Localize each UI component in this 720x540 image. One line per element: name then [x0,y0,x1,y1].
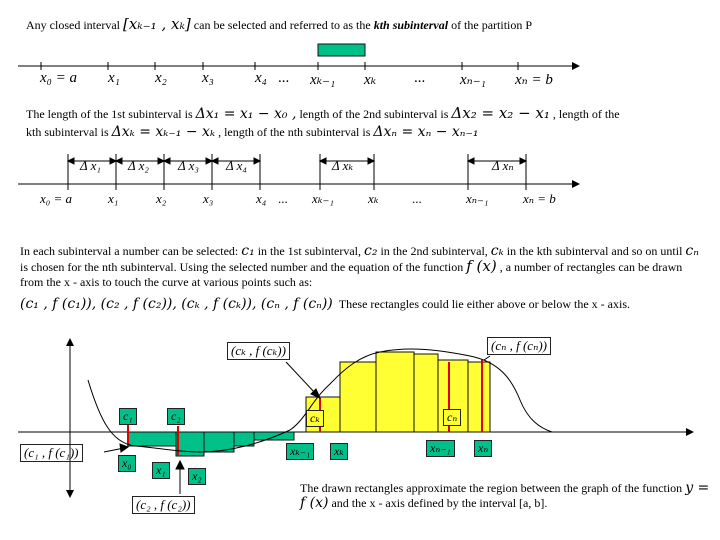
length-line-1: The length of the 1st subinterval is Δx₁ = x₁ − x₀ , length of the 2nd subinterval is Δx₂ = x₂ − x₁ , length of the [26,104,620,122]
top-sentence: Any closed interval [xₖ₋₁ , xₖ] can be selected and referred to as the kth subinterval of the partition P [26,15,533,33]
x1-label: x₁ [152,462,170,479]
axis2-x3: x₃ [203,191,214,206]
yellow-rectangles [306,352,490,432]
ck-point-label: (cₖ , f (cₖ)) [227,342,290,360]
selection-paragraph: In each subinterval a number can be selected: c₁ in the 1st subinterval, c₂ in the 2nd subinterval, cₖ in the kth subinterval and so on until cₙ is chosen for the nth subinterval. Using the selected number and the equation of the function f (x) , a number of rectangles can be drawn from the x - axis to touch the curve at various points such as: [20,243,699,289]
axis-2-arrow [572,180,580,188]
delta-x2: Δ x₂ [128,158,149,173]
graph-y-arrow-up [66,338,74,346]
c1-label: c₁ [119,408,137,425]
caption: The drawn rectangles approximate the region between the graph of the function y = f (x) and the x - axis defined by the interval [a, b]. [300,480,710,511]
axis2-xn: xₙ = b [523,191,556,206]
axis2-xk1: xₖ₋₁ [312,191,334,206]
ck-label: cₖ [306,410,324,427]
c2-point-label: (c₂ , f (c₂)) [132,496,195,514]
delta-x1: Δ x₁ [80,158,101,173]
axis1-x1: x₁ [108,70,120,86]
axis2-x0: x₀ = a [40,191,73,206]
axis-1-arrow [572,62,580,70]
axis1-ellipsis-1: ... [278,70,290,86]
cn-point-label: (cₙ , f (cₙ)) [487,337,551,355]
axis2-xn1: xₙ₋₁ [466,191,489,206]
cn-label: cₙ [443,409,461,426]
x0-label: x₀ [118,455,136,472]
axis1-x0: x₀ = a [40,70,77,86]
xk1-label: xₖ₋₁ [286,443,314,460]
x2-label: x₂ [188,468,206,485]
axis1-ellipsis-2: ... [414,70,426,86]
delta-x4: Δ x₄ [226,158,247,173]
length-line-2: kth subinterval is Δxₖ = xₖ₋₁ − xₖ , length of the nth subinterval is Δxₙ = xₙ − xₙ₋₁ [26,124,479,140]
axis1-x4: x₄ [255,70,267,86]
axis1-xn: xₙ = b [515,72,553,88]
axis2-x2: x₂ [156,191,167,206]
axis2-x1: x₁ [108,191,119,206]
points-line: (c₁ , f (c₁)), (c₂ , f (c₂)), (cₖ , f (cₖ)), (cₙ , f (cₙ)) These rectangles could lie either above or below the x - axis. [20,296,630,312]
green-rectangles [128,432,294,456]
xk-label: xₖ [330,443,348,460]
xn-label: xₙ [474,440,492,457]
delta-x3: Δ x₃ [178,158,199,173]
axis2-xk: xₖ [368,191,379,206]
interval-notation: [xₖ₋₁ , xₖ] [122,15,191,33]
delta-xn: Δ xₙ [492,158,514,173]
axis1-xn1: xₙ₋₁ [460,72,486,88]
c1-point-label: (c₁ , f (c₁)) [20,444,83,462]
axis1-xk: xₖ [364,72,377,88]
axis1-xk1: xₖ₋₁ [310,72,336,88]
axis2-x4: x₄ [256,191,267,206]
c2-label: c₂ [167,408,185,425]
graph-x-arrow [686,428,694,436]
graph-y-arrow-down [66,490,74,498]
axis1-x3: x₃ [202,70,214,86]
axis2-ellipsis-1: ... [278,191,288,206]
kth-subinterval-highlight [318,44,365,56]
axis2-ellipsis-2: ... [412,191,422,206]
xn1-label: xₙ₋₁ [426,440,455,457]
delta-xk: Δ xₖ [332,158,354,173]
axis1-x2: x₂ [155,70,167,86]
